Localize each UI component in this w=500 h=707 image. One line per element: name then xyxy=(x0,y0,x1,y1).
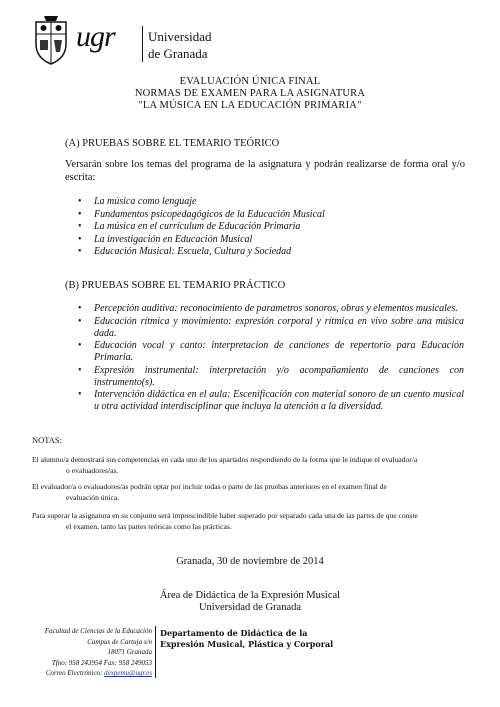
title-line2: NORMAS DE EXAMEN PARA LA ASIGNATURA xyxy=(134,88,366,99)
title-line1: EVALUACIÓN ÚNICA FINAL xyxy=(179,76,321,87)
brand-mark: ugr xyxy=(76,20,115,53)
department-name xyxy=(160,628,333,649)
bullet-icon: • xyxy=(78,221,82,232)
list-item: • Intervención didáctica en el aula: Escenificación con material sonoro de un cuento musical u otra actividad interdisciplinar que incluya la atención a la diversidad. xyxy=(78,389,464,412)
university-crest-icon xyxy=(30,16,72,66)
bullet-icon: • xyxy=(78,303,82,314)
bullet-icon: • xyxy=(78,246,82,257)
department-line1: Departamento de Didáctica de la xyxy=(160,628,308,638)
note-item: El alumno/a demostrará sus competencias en cada uno de los apartados respondiendo de la forma que le indique el evaluador/a o evaluadores/as. xyxy=(32,455,418,475)
title-line3: "LA MÚSICA EN LA EDUCACIÓN PRIMARIA" xyxy=(138,100,362,111)
list-item: • La música como lenguaje xyxy=(78,196,197,207)
footer-divider xyxy=(155,626,156,678)
department-line2: Expresión Musical, Plástica y Corporal xyxy=(160,638,334,649)
section-a-list xyxy=(78,196,398,259)
list-item: • Educación vocal y canto: interpretacion de canciones de repertorio para Educación Primaria. xyxy=(78,340,464,363)
footer-address xyxy=(30,626,152,679)
bullet-icon: • xyxy=(78,315,82,327)
section-a-intro: Versarán sobre los temas del programa de la asignatura y podrán realizarse de forma oral y/o escrita: xyxy=(65,159,465,183)
bullet-icon: • xyxy=(78,208,82,220)
bullet-icon: • xyxy=(78,196,82,207)
address-line: Facultad de Ciencias de la Educación xyxy=(44,627,152,635)
university-logo xyxy=(30,16,212,68)
email-link[interactable]: dexpemu@ugr.es xyxy=(104,669,152,677)
notes-heading: NOTAS: xyxy=(32,435,63,445)
email-label: Correo Electrónico: xyxy=(45,669,103,677)
signature-line1: Área de Didáctica de la Expresión Musical xyxy=(159,590,341,601)
list-item: • Fundamentos psicopedagógicos de la Educación Musical xyxy=(78,208,325,220)
address-line: Campus de Cartuja s/n xyxy=(87,637,152,646)
bullet-icon: • xyxy=(78,389,82,400)
section-b-heading: (B) PRUEBAS SOBRE EL TEMARIO PRÁCTICO xyxy=(65,280,286,291)
university-name-line2: de Granada xyxy=(148,46,208,61)
list-item: • La música en el currículum de Educación Primaria xyxy=(78,221,301,232)
list-item: • Educación rítmica y movimiento: expresión corporal y rítmica en vivo sobre una música dada. xyxy=(78,315,464,339)
address-line: Tfno: 958 243954 Fax: 958 249053 xyxy=(51,658,152,667)
date-line: Granada, 30 de noviembre de 2014 xyxy=(176,556,324,567)
signature-line2: Universidad de Granada xyxy=(198,602,302,613)
section-b-list xyxy=(78,303,464,414)
note-item: Para superar la asignatura en su conjunto será imprescindible haber superado por separado cada una de las partes de que conste el examen, tanto las partes teóricas como las prácticas. xyxy=(32,511,418,531)
address-line: 18071 Granada xyxy=(107,648,152,656)
university-name xyxy=(148,28,212,62)
logo-divider xyxy=(142,26,143,62)
university-name-line1: Universidad xyxy=(148,29,212,44)
list-item: • Percepción auditiva: reconocimiento de parametros sonoros, obras y elementos musicales. xyxy=(78,303,458,314)
section-a-heading: (A) PRUEBAS SOBRE EL TEMARIO TEÓRICO xyxy=(65,138,280,149)
bullet-icon: • xyxy=(78,364,82,376)
bullet-icon: • xyxy=(78,340,82,351)
list-item: • Expresión instrumental: interpretación y/o acompañamiento de canciones con instrumento(s). xyxy=(78,364,464,388)
list-item: • La investigación en Educación Musical xyxy=(78,233,253,245)
list-item: • Educación Musical: Escuela, Cultura y Sociedad xyxy=(78,246,292,257)
email-line xyxy=(30,668,152,679)
bullet-icon: • xyxy=(78,233,82,245)
note-item: El evaluador/a o evaluadores/as podrán optar por incluir todas o parte de las pruebas anteriores en el examen final de evaluación única. xyxy=(32,482,387,502)
